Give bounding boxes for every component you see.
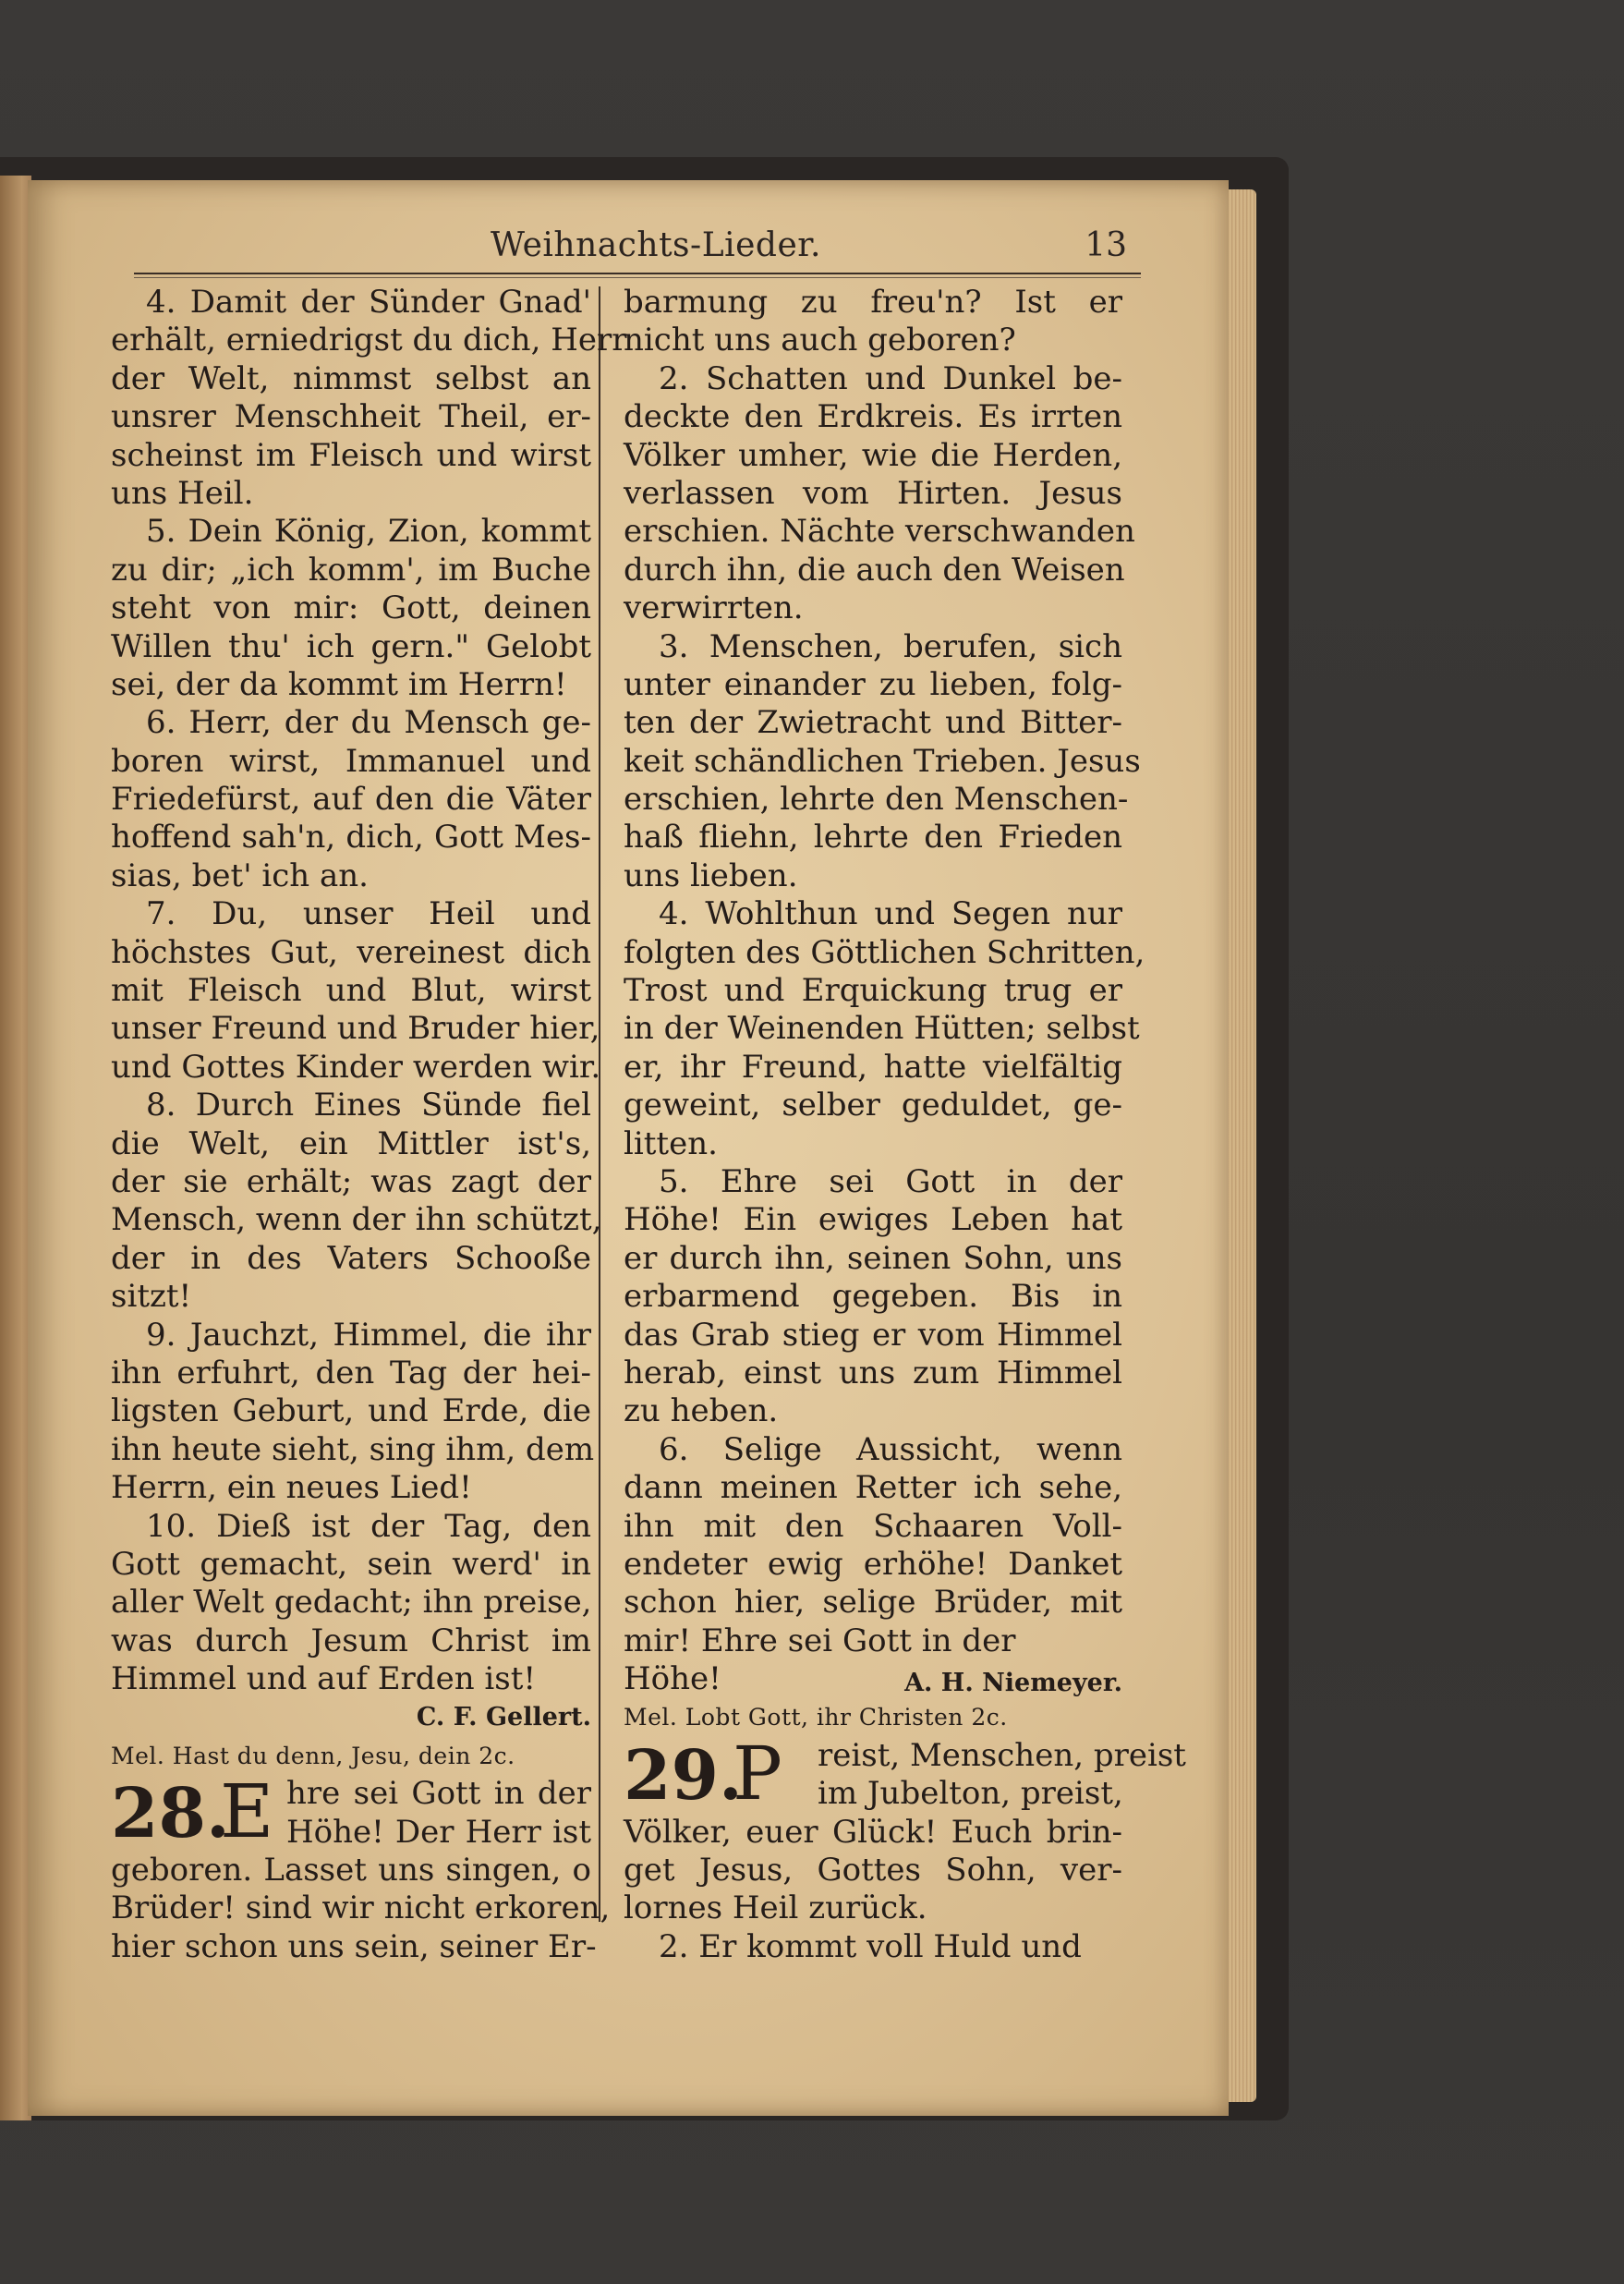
verse-line: zu heben. bbox=[624, 1392, 779, 1430]
verse-line: haß fliehn, lehrte den Frieden bbox=[624, 819, 1122, 856]
verse-line: endeter ewig erhöhe! Danket bbox=[624, 1545, 1122, 1583]
hymn-line: 2. Er kommt voll Huld und bbox=[659, 1927, 1082, 1965]
verse-line: 6. Herr, der du Mensch ge- bbox=[146, 704, 591, 742]
author-credit: A. H. Niemeyer. bbox=[904, 1669, 1122, 1698]
verse-line: die Welt, ein Mittler ist's, bbox=[111, 1124, 591, 1162]
verse-line: schon hier, selige Brüder, mit bbox=[624, 1584, 1122, 1622]
hymn-number: 29. bbox=[624, 1735, 743, 1816]
verse-line: Gott gemacht, sein werd' in bbox=[111, 1545, 591, 1583]
verse-line: zu dir; „ich komm', im Buche bbox=[111, 551, 591, 589]
verse-line: der sie erhält; was zagt der bbox=[111, 1162, 591, 1200]
hymn-first-line: Höhe! Der Herr ist bbox=[286, 1813, 591, 1851]
verse bbox=[624, 1163, 1122, 1431]
verse-line: und Gottes Kinder werden wir. bbox=[111, 1048, 601, 1086]
verse-line: 2. Schatten und Dunkel be- bbox=[659, 359, 1122, 397]
verse bbox=[111, 284, 627, 513]
hymn-first-line: reist, Menschen, preist bbox=[818, 1736, 1186, 1774]
verse-line: Herrn, ein neues Lied! bbox=[111, 1469, 472, 1507]
drop-initial: E bbox=[220, 1768, 274, 1855]
verse bbox=[111, 1316, 595, 1508]
verse-line: 4. Wohlthun und Segen nur bbox=[659, 895, 1122, 933]
verse bbox=[111, 513, 591, 704]
verse-line: durch ihn, die auch den Weisen bbox=[624, 551, 1125, 589]
verse-line: sitzt! bbox=[111, 1278, 192, 1316]
hymn-line: geboren. Lasset uns singen, o bbox=[111, 1852, 591, 1889]
verse-line: Himmel und auf Erden ist! bbox=[111, 1660, 537, 1698]
verse-line: keit schändlichen Trieben. Jesus bbox=[624, 742, 1141, 780]
verse-line: uns lieben. bbox=[624, 856, 798, 894]
verse-line: erbarmend gegeben. Bis in bbox=[624, 1278, 1122, 1316]
verse-line: folgten des Göttlichen Schritten, bbox=[624, 933, 1145, 971]
verse-line: was durch Jesum Christ im bbox=[111, 1622, 591, 1659]
hymn-opening bbox=[624, 1730, 1186, 1816]
verse-line: 5. Dein König, Zion, kommt bbox=[146, 513, 591, 551]
verse bbox=[624, 284, 1122, 360]
verse bbox=[624, 627, 1141, 896]
verse-line: 7. Du, unser Heil und bbox=[146, 895, 591, 933]
verse-line: 9. Jauchzt, Himmel, die ihr bbox=[146, 1316, 591, 1354]
page-number: 13 bbox=[1085, 226, 1127, 264]
melody-line: Mel. Hast du denn, Jesu, dein 2c. bbox=[111, 1742, 515, 1769]
book-page bbox=[28, 180, 1229, 2116]
verse-line: scheinst im Fleisch und wirst bbox=[111, 436, 591, 474]
verse-line: litten. bbox=[624, 1124, 718, 1162]
hymn-line: Völker, euer Glück! Euch brin- bbox=[624, 1813, 1122, 1851]
verse-line: in der Weinenden Hütten; selbst bbox=[624, 1010, 1140, 1048]
hymn-number: 28. bbox=[111, 1774, 230, 1854]
verse-line: Höhe! bbox=[624, 1660, 721, 1698]
verse-line: er durch ihn, seinen Sohn, uns bbox=[624, 1239, 1122, 1277]
verse bbox=[624, 1431, 1122, 1660]
verse-line: 10. Dieß ist der Tag, den bbox=[146, 1507, 591, 1545]
verse-line: mir! Ehre sei Gott in der bbox=[624, 1622, 1016, 1659]
verse-line: das Grab stieg er vom Himmel bbox=[624, 1316, 1122, 1354]
verse-line: steht von mir: Gott, deinen bbox=[111, 589, 591, 627]
verse-line: erschien, lehrte den Menschen- bbox=[624, 781, 1129, 819]
verse-line: der Welt, nimmst selbst an bbox=[111, 359, 591, 397]
verse-line: 8. Durch Eines Sünde fiel bbox=[146, 1087, 591, 1124]
verse-line: Willen thu' ich gern." Gelobt bbox=[111, 627, 591, 665]
drop-initial: P bbox=[733, 1730, 782, 1816]
hymn-first-line: hre sei Gott in der bbox=[286, 1775, 591, 1813]
hymn-opening bbox=[111, 1768, 591, 1855]
verse-line: er, ihr Freund, hatte vielfältig bbox=[624, 1048, 1122, 1086]
verse bbox=[111, 1087, 602, 1316]
verse bbox=[624, 895, 1145, 1163]
verse-line: unser Freund und Bruder hier, bbox=[111, 1010, 600, 1048]
verse-line-with-author bbox=[624, 1660, 1122, 1698]
verse-line: 6. Selige Aussicht, wenn bbox=[659, 1430, 1122, 1468]
verse-line: 3. Menschen, berufen, sich bbox=[659, 627, 1122, 665]
verse-line: Mensch, wenn der ihn schützt, bbox=[111, 1201, 602, 1239]
verse-line: 4. Damit der Sünder Gnad' bbox=[146, 284, 591, 321]
verse-line: dann meinen Retter ich sehe, bbox=[624, 1469, 1122, 1507]
verse-line: sias, bet' ich an. bbox=[111, 856, 369, 894]
column-divider bbox=[599, 286, 600, 1922]
melody-line: Mel. Lobt Gott, ihr Christen 2c. bbox=[624, 1704, 1008, 1731]
verse-line: herab, einst uns zum Himmel bbox=[624, 1354, 1122, 1391]
verse-line: nicht uns auch geboren? bbox=[624, 322, 1016, 359]
verse-line: höchstes Gut, vereinest dich bbox=[111, 933, 591, 971]
verse-line: boren wirst, Immanuel und bbox=[111, 742, 591, 780]
verse-line: ligsten Geburt, und Erde, die bbox=[111, 1392, 591, 1430]
verse-line: Trost und Erquickung trug er bbox=[624, 972, 1122, 1010]
verse-line: uns Heil. bbox=[111, 474, 254, 512]
author-credit: C. F. Gellert. bbox=[416, 1703, 591, 1732]
page-header bbox=[139, 226, 1136, 291]
verse-line: mit Fleisch und Blut, wirst bbox=[111, 972, 591, 1010]
verse-line: Friedefürst, auf den die Väter bbox=[111, 781, 591, 819]
verse-line: erhält, erniedrigst du dich, Herr bbox=[111, 322, 627, 359]
hymn-line: Brüder! sind wir nicht erkoren, bbox=[111, 1889, 611, 1927]
verse-line: ihn mit den Schaaren Voll- bbox=[624, 1507, 1122, 1545]
running-title: Weihnachts-Lieder. bbox=[491, 226, 821, 264]
verse-line: ihn erfuhrt, den Tag der hei- bbox=[111, 1354, 591, 1391]
verse bbox=[111, 895, 601, 1087]
verse-line: verwirrten. bbox=[624, 589, 804, 627]
verse-line: ten der Zwietracht und Bitter- bbox=[624, 704, 1122, 742]
verse-line: der in des Vaters Schooße bbox=[111, 1239, 591, 1277]
left-column bbox=[111, 284, 627, 1966]
facing-page-edge bbox=[0, 176, 31, 2120]
header-rule bbox=[134, 273, 1141, 274]
verse bbox=[624, 359, 1135, 628]
verse-line: Völker umher, wie die Herden, bbox=[624, 436, 1122, 474]
right-column bbox=[624, 284, 1186, 1966]
verse-line: 5. Ehre sei Gott in der bbox=[659, 1162, 1122, 1200]
verse-line: aller Welt gedacht; ihn preise, bbox=[111, 1584, 592, 1622]
verse-line: Höhe! Ein ewiges Leben hat bbox=[624, 1201, 1122, 1239]
verse-line: sei, der da kommt im Herrn! bbox=[111, 665, 567, 703]
header-rule-thin bbox=[134, 277, 1141, 278]
verse-line: unter einander zu lieben, folg- bbox=[624, 665, 1122, 703]
hymn-first-line: im Jubelton, preist, bbox=[818, 1775, 1123, 1813]
hymn-line: hier schon uns sein, seiner Er- bbox=[111, 1927, 597, 1965]
verse-line: barmung zu freu'n? Ist er bbox=[624, 284, 1122, 321]
verse-line: hoffend sah'n, dich, Gott Mes- bbox=[111, 819, 591, 856]
verse-line: geweint, selber geduldet, ge- bbox=[624, 1087, 1122, 1124]
hymn-line: get Jesus, Gottes Sohn, ver- bbox=[624, 1852, 1122, 1889]
hymn-line: lornes Heil zurück. bbox=[624, 1889, 927, 1927]
verse-line: erschien. Nächte verschwanden bbox=[624, 513, 1135, 551]
verse-line: verlassen vom Hirten. Jesus bbox=[624, 474, 1122, 512]
verse bbox=[111, 1508, 591, 1699]
verse-line: unsrer Menschheit Theil, er- bbox=[111, 398, 591, 436]
verse-line: deckte den Erdkreis. Es irrten bbox=[624, 398, 1122, 436]
verse-line: ihn heute sieht, sing ihm, dem bbox=[111, 1430, 595, 1468]
verse bbox=[111, 704, 591, 895]
